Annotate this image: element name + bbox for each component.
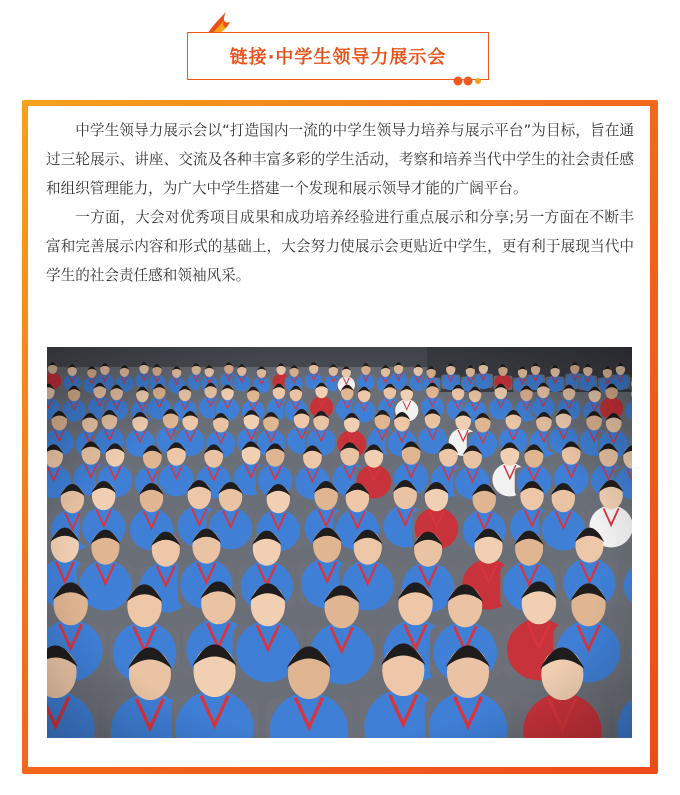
decorative-dots-icon [452, 75, 482, 87]
audience-photo [47, 347, 632, 738]
paragraph-1: 中学生领导力展示会以“打造国内一流的中学生领导力培养与展示平台”为目标，旨在通过三轮展示、讲座、交流及各种丰富多彩的学生活动，考察和培养当代中学生的社会责任感和组织管理能力，为广大中学生搭建一个发现和展示领导才能的广阔平台。 [46, 122, 634, 197]
section-header [0, 0, 680, 92]
paragraph-2: 一方面，大会对优秀项目成果和成功培养经验进行重点展示和分享;另一方面在不断丰富和完善展示内容和形式的基础上，大会努力使展示会更贴近中学生，更有利于展现当代中学生的社会责任感和领袖风采。 [46, 209, 634, 284]
article-body [46, 116, 634, 290]
title-box [187, 32, 489, 80]
audience-illustration [47, 347, 632, 738]
section-title: 链接·中学生领导力展示会 [229, 47, 447, 68]
vignette [47, 347, 632, 738]
